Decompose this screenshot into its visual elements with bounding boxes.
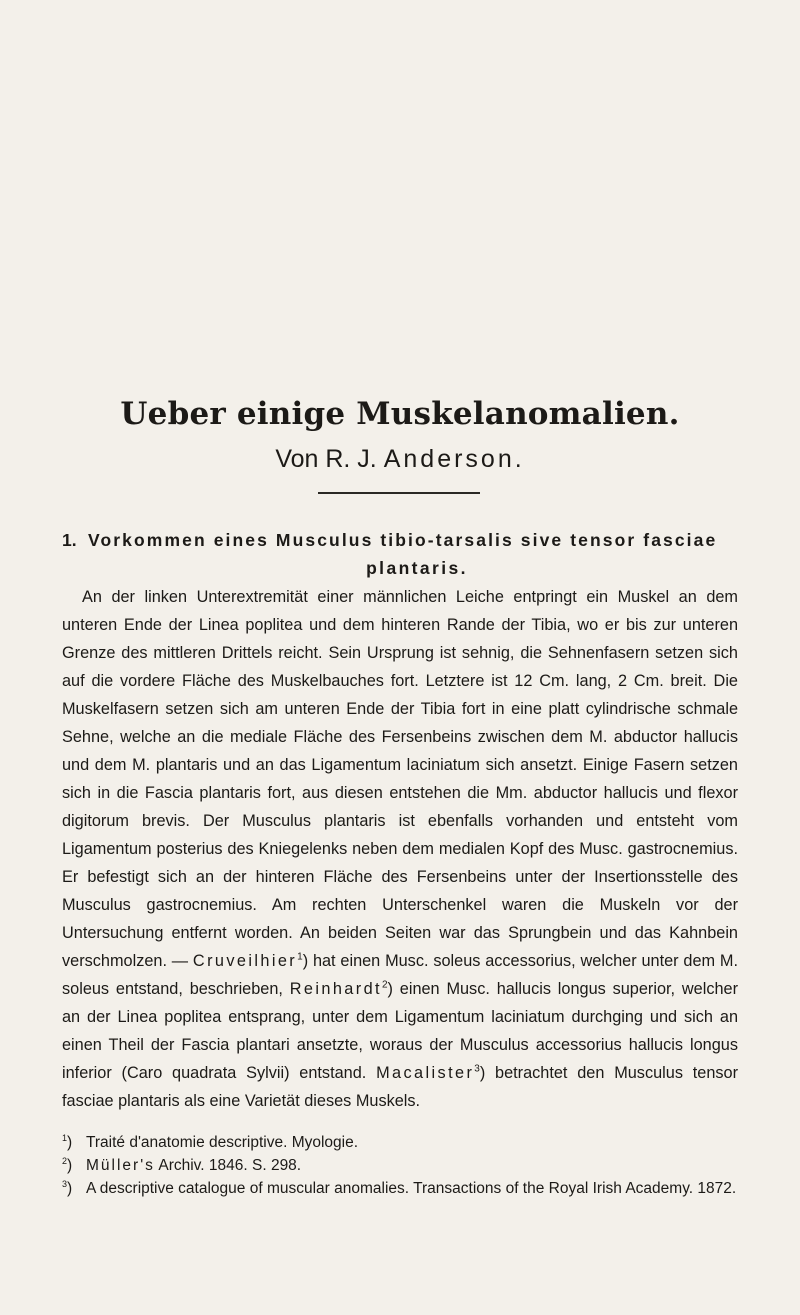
footnote-mark: $^2$) <box>62 1155 73 1174</box>
byline-prefix: Von R. J. <box>275 445 377 473</box>
footnote-3 <box>62 1177 742 1200</box>
body-paragraph <box>62 583 738 1115</box>
cited-author-cruveilhier: Cruveilhier <box>192 952 298 970</box>
footnote-text: A descriptive catalogue of muscular anomalies. Transactions of the Royal Irish Academy. 1872. <box>86 1180 737 1197</box>
section-heading <box>62 526 742 582</box>
footnote-ref-3: 3 <box>474 1063 480 1075</box>
author-name: Anderson. <box>383 445 525 473</box>
author-byline <box>0 445 800 474</box>
footnote-2 <box>62 1154 742 1177</box>
article-title: Ueber einige Muskelanomalien. <box>120 396 680 432</box>
footnote-mark: $^3$) <box>62 1178 73 1197</box>
footnote-1 <box>62 1131 742 1154</box>
paragraph-text-3: ) einen Musc. hallucis longus superior, welcher an der Linea poplitea entsprang, unter dem Ligamentum laciniatum durchging und sich an einen Theil der Fascia plantari ansetzte, woraus der Musculus accessorius hallucis longus inferior (Caro quadrata Sylvii) entstand. <box>62 980 738 1082</box>
footnote-text: Traité d'anatomie descriptive. Myologie. <box>86 1134 359 1151</box>
section-heading-line1: Vorkommen eines Musculus tibio-tarsalis sive tensor fasciae <box>88 530 718 550</box>
paragraph-text-4: ) betrachtet den Musculus tensor fasciae plantaris als eine Varietät dieses Muskels. <box>62 1064 738 1110</box>
footnotes-list <box>62 1131 742 1200</box>
footnote-text: Archiv. 1846. S. 298. <box>154 1157 302 1174</box>
paragraph-text-2: ) hat einen Musc. soleus accessorius, welcher unter dem M. soleus entstand, beschrieben, <box>62 952 738 998</box>
section-heading-line2: plantaris. <box>366 558 468 578</box>
cited-author-reinhardt: Reinhardt <box>289 980 382 998</box>
footnote-ref-1: 1 <box>297 951 303 963</box>
footnote-ref-2: 2 <box>381 979 388 991</box>
title-divider <box>318 492 480 494</box>
cited-author-macalister: Macalister <box>376 1064 475 1082</box>
paragraph-text-1: An der linken Unterextremität einer männlichen Leiche entpringt ein Muskel an dem unteren Ende der Linea poplitea und dem hinteren Rande der Tibia, wo er bis zur unteren Grenze des mittleren Drittels reicht. Sein Ursprung ist sehnig, die Sehnenfasern setzen sich auf die vordere Fläche des Muskelbauches fort. Letztere ist 12 Cm. lang, 2 Cm. breit. Die Muskelfasern setzen sich am unteren Ende der Tibia fort in eine platt cylindrische schmale Sehne, welche an die mediale Fläche des Fersenbeins zwischen dem M. abductor hallucis und dem M. plantaris und an das Ligamentum laciniatum sich ansetzt. Einige Fasern setzen sich in die Fascia plantaris fort, aus diesen entstehen die Mm. abductor hallucis und flexor digitorum brevis. Der Musculus plantaris ist ebenfalls vorhanden und entsteht vom Ligamentum posterius des Kniegelenks neben dem medialen Kopf des Musc. gastrocnemius. Er befestigt sich an der hinteren Fläche des Fersenbeins unter der Insertionsstelle des Musculus gastrocnemius. Am rechten Unterschenkel waren die Muskeln vor der Untersuchung entfernt worden. An beiden Seiten war das Sprungbein und das Kahnbein verschmolzen. — <box>62 588 738 970</box>
section-number: 1. <box>62 530 77 550</box>
footnote-mark: $^1$) <box>62 1132 73 1151</box>
footnote-author: Müller's <box>86 1157 155 1174</box>
